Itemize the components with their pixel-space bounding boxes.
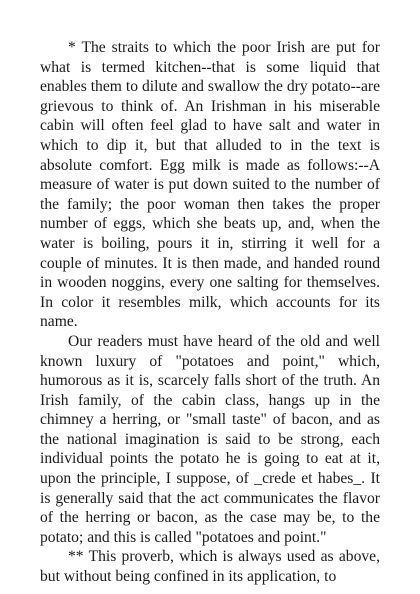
document-page (40, 38, 380, 587)
footnote-paragraph-kitchen: * The straits to which the poor Irish are put for what is termed kitchen--that is some liquid that enables them to dilute and swallow the dry potato--are grievous to think of. An Irishman in his miserable cabin will often feel glad to have salt and water in which to dip it, but that alluded to in the text is absolute comfort. Egg milk is made as follows:--A measure of water is put down suited to the number of the family; the poor woman then takes the proper number of eggs, which she beats up, and, when the water is boiling, pours it in, stirring it well for a couple of minutes. It is then made, and handed round in wooden noggins, every one salting for themselves. In color it resembles milk, which accounts for its name. (40, 39, 380, 331)
paragraph-potatoes-and-point: Our readers must have heard of the old and well known luxury of "potatoes and point," which, humorous as it is, scarcely falls short of the truth. An Irish family, of the cabin class, hangs up in the chimney a herring, or "small taste" of bacon, and as the national imagination is said to be strong, each individual points the potato he is going to eat at it, upon the principle, I suppose, of _crede et habes_. It is generally said that the act communicates the flavor of the herring or bacon, as the case may be, to the potato; and this is called "potatoes and point." (40, 332, 380, 546)
footnote-paragraph-proverb: ** This proverb, which is always used as above, but without being confined in its application, to (40, 548, 380, 586)
